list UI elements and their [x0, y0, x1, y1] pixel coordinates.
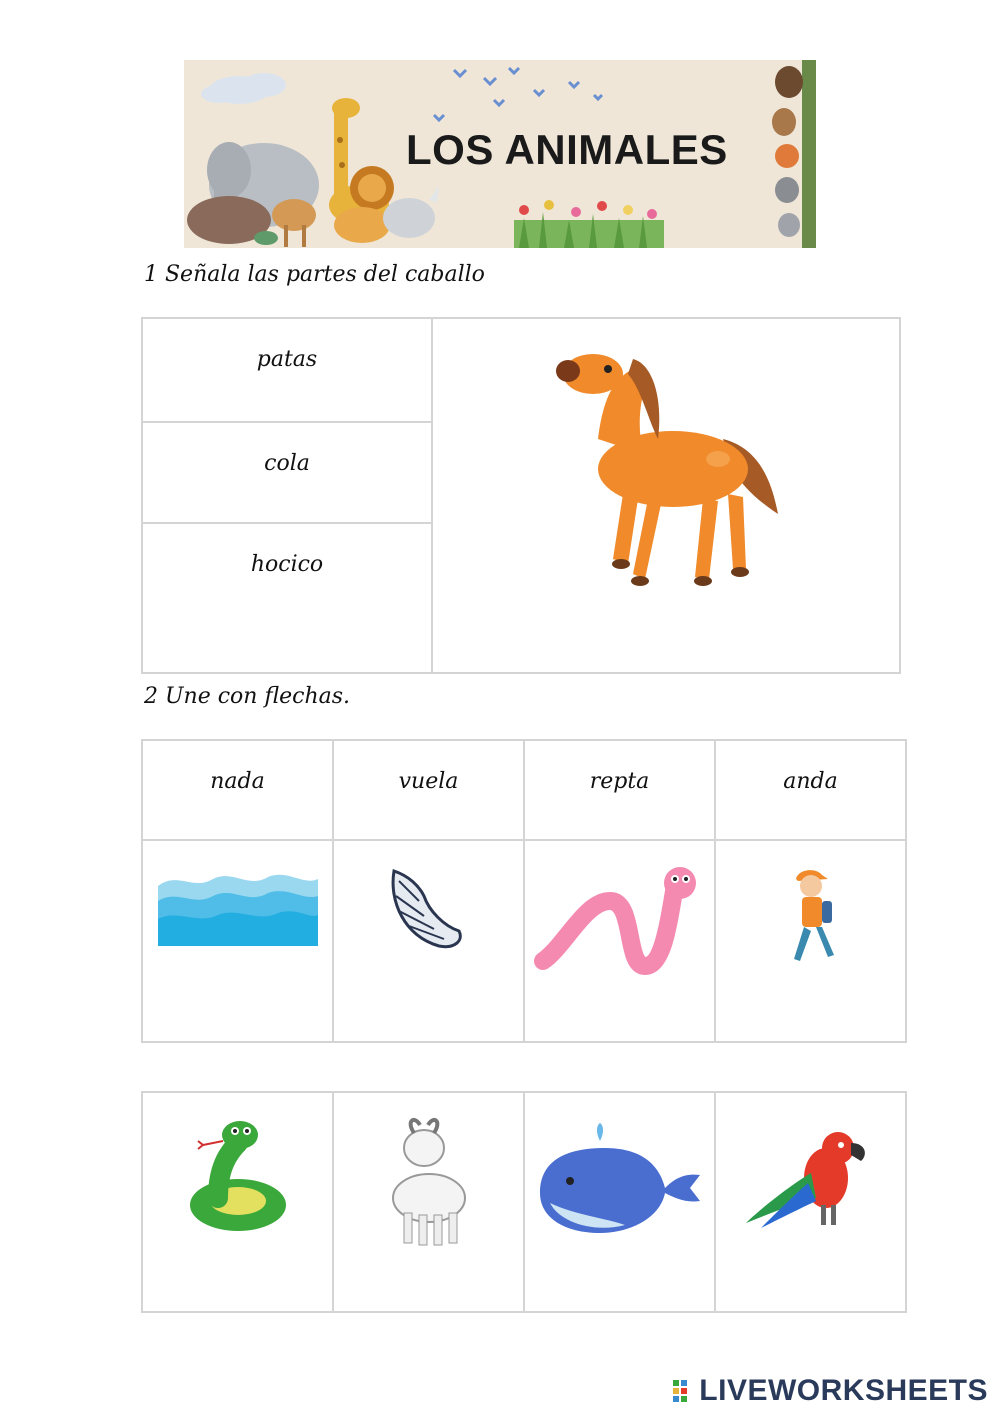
flowers-icon: [514, 200, 664, 248]
wing-icon: [334, 841, 523, 1037]
picture-cell-water[interactable]: [142, 840, 333, 1042]
water-waves-icon: [143, 841, 332, 1037]
worm-icon: [525, 841, 714, 1037]
verb-cell-anda[interactable]: [715, 740, 906, 840]
birds-icon: [434, 68, 602, 120]
cloud-icon: [201, 73, 286, 104]
liveworksheets-logo-icon: [673, 1376, 695, 1398]
picture-cell-wing[interactable]: [333, 840, 524, 1042]
horse-image-cell: [432, 318, 900, 673]
animal-cell-goat[interactable]: [333, 1092, 524, 1312]
turtle-icon: [254, 231, 278, 245]
verb-label-anda: anda: [783, 769, 838, 794]
snake-icon: [143, 1093, 332, 1307]
liveworksheets-logo: [673, 1374, 988, 1408]
walking-boy-icon: [716, 841, 905, 1037]
part-label-hocico: hocico: [250, 552, 324, 578]
header-banner: [184, 60, 816, 248]
forest-animals-icon: [772, 60, 816, 248]
verb-cell-vuela[interactable]: [333, 740, 524, 840]
part-label-patas: patas: [256, 347, 318, 372]
animal-cell-whale[interactable]: [524, 1092, 715, 1312]
horse-parts-table: [141, 317, 901, 674]
verb-label-repta: repta: [589, 769, 650, 794]
animals-table: [141, 1091, 907, 1313]
verb-label-nada: nada: [210, 769, 265, 794]
whale-icon: [525, 1093, 714, 1307]
verb-cell-repta[interactable]: [524, 740, 715, 840]
animal-cell-snake[interactable]: [142, 1092, 333, 1312]
picture-cell-boy[interactable]: [715, 840, 906, 1042]
exercise1-instruction: 1 Señala las partes del caballo: [144, 262, 485, 287]
exercise2-instruction: 2 Une con flechas.: [144, 684, 351, 709]
parrot-icon: [716, 1093, 905, 1307]
horse-icon[interactable]: [433, 319, 899, 668]
verb-cell-nada[interactable]: [142, 740, 333, 840]
verb-label-vuela: vuela: [398, 769, 459, 794]
deer-icon: [272, 199, 316, 247]
liveworksheets-brand-text: LIVEWORKSHEETS: [699, 1374, 988, 1407]
movement-table: [141, 739, 907, 1043]
part-cell-hocico[interactable]: [142, 523, 432, 673]
picture-cell-worm[interactable]: [524, 840, 715, 1042]
banner-title: LOS ANIMALES: [406, 126, 728, 173]
animal-cell-parrot[interactable]: [715, 1092, 906, 1312]
part-cell-patas[interactable]: [142, 318, 432, 422]
part-cell-cola[interactable]: [142, 422, 432, 523]
goat-icon: [334, 1093, 523, 1307]
part-label-cola: cola: [264, 451, 310, 477]
